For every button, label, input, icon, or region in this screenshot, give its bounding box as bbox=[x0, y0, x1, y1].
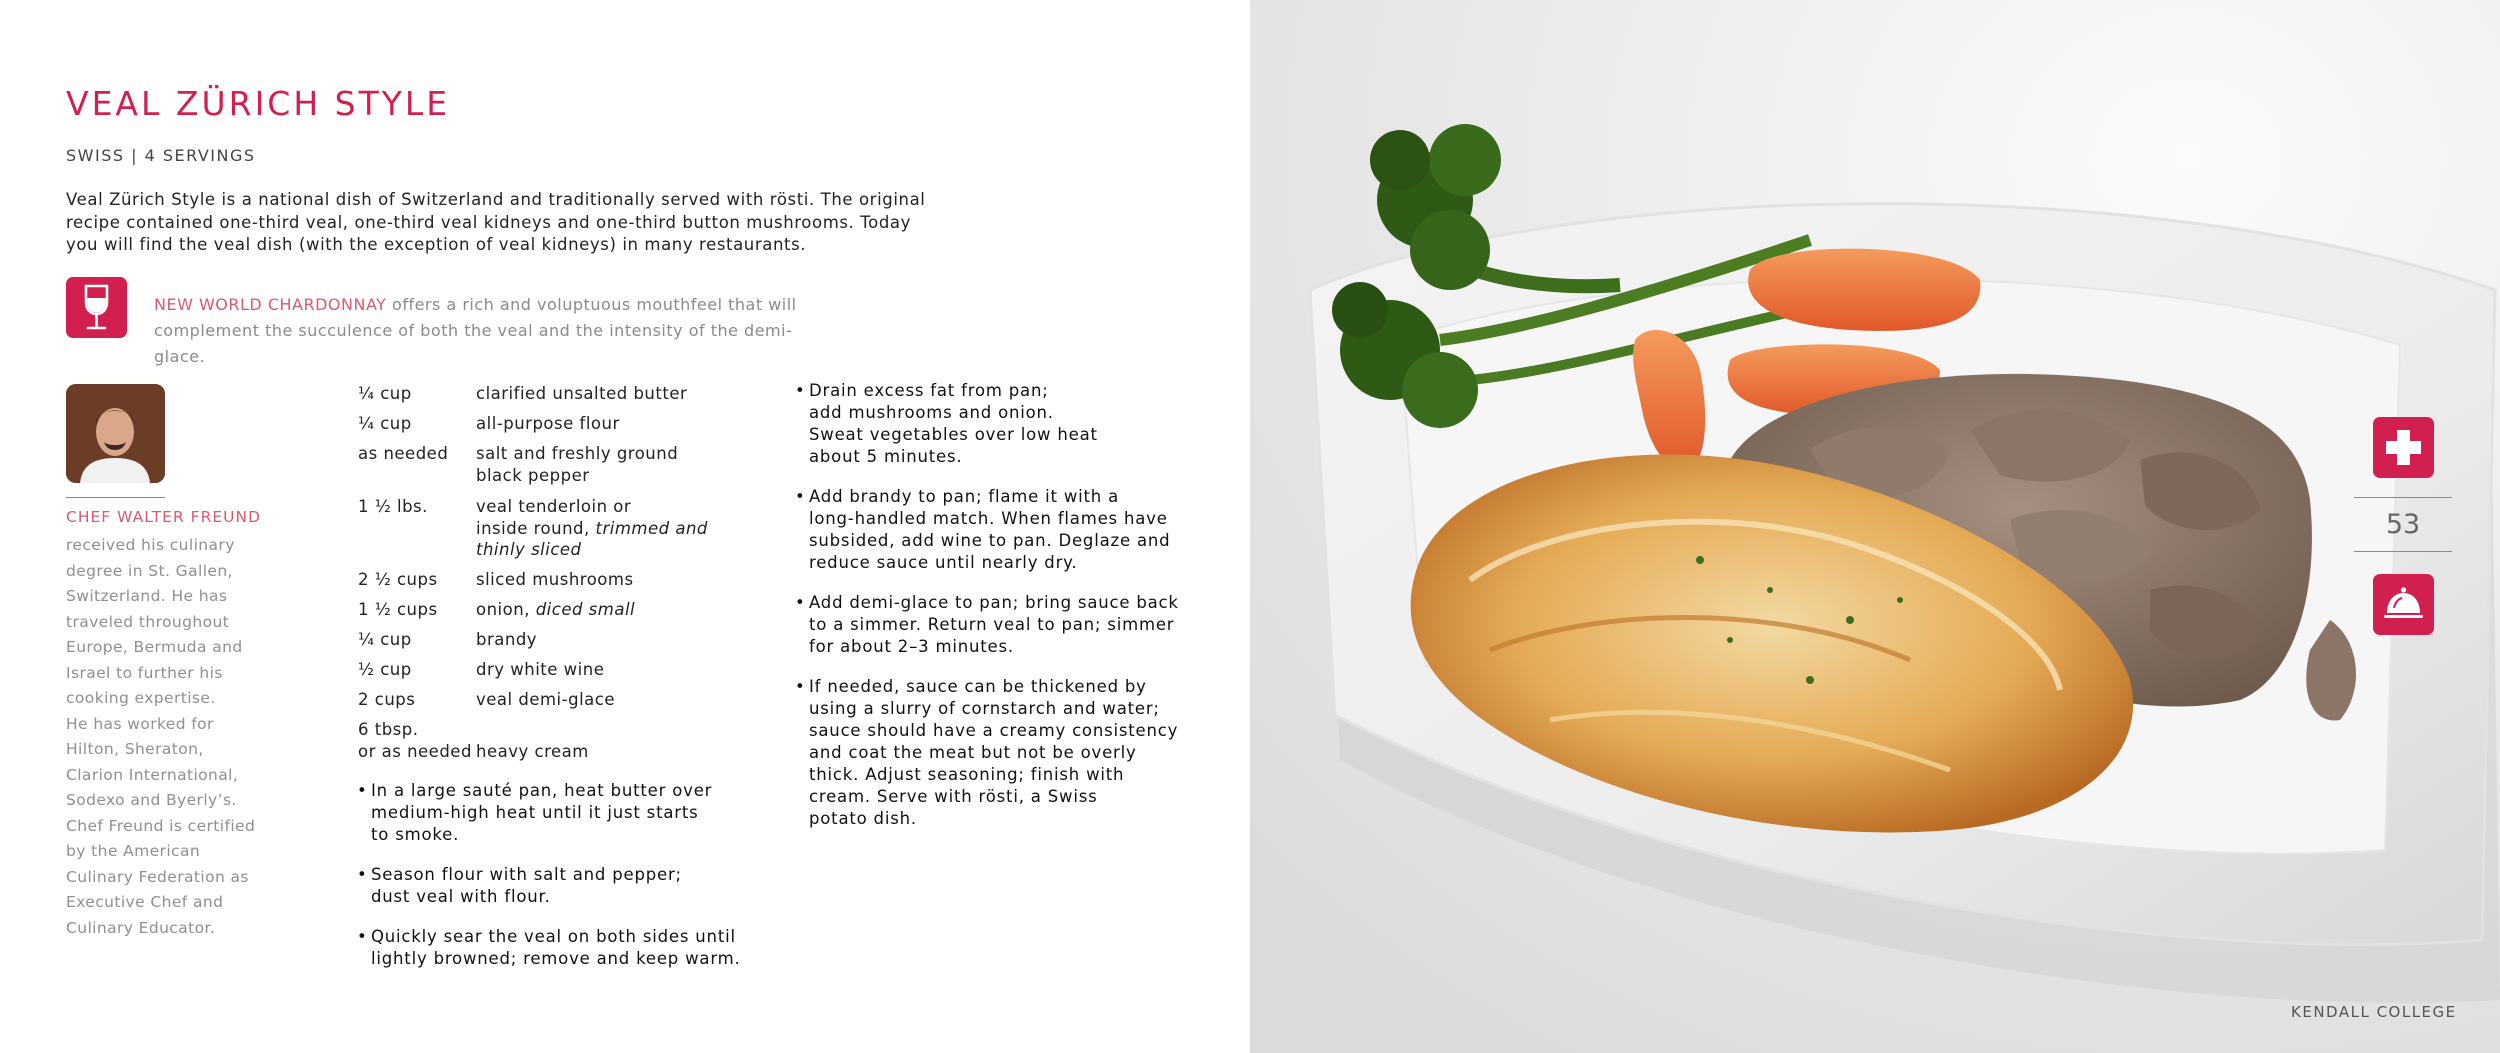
bullet: • bbox=[357, 927, 368, 946]
ingredient-name bbox=[476, 496, 756, 561]
method-step-text: In a large sauté pan, heat butter over medium-high heat until it just starts to smoke. bbox=[371, 781, 713, 844]
ingredient-row bbox=[358, 659, 758, 681]
ingredient-name-text: onion, bbox=[476, 600, 536, 619]
dish-photo bbox=[1250, 0, 2500, 1053]
recipe-title: VEAL ZÜRICH STYLE bbox=[66, 84, 451, 123]
ingredient-row bbox=[358, 383, 758, 405]
ingredient-prep-note: diced small bbox=[535, 600, 636, 619]
ingredient-quantity: 2 cups bbox=[358, 690, 416, 709]
chef-bio: received his culinary degree in St. Gallen, Switzerland. He has traveled throughout Europe, Bermuda and Israel to further his cooking expertise. He has worked for Hilton, Sheraton, Clarion International, Sodexo and Byerly’s. Chef Freund is certified by the American Culinary Federation as Executive Chef and Culinary Educator. bbox=[66, 536, 256, 937]
ingredient-name: salt and freshly ground black pepper bbox=[476, 444, 679, 485]
method-step bbox=[357, 926, 741, 970]
ingredient-quantity: 2 ½ cups bbox=[358, 570, 438, 589]
chef-name: CHEF WALTER FREUND bbox=[66, 508, 262, 526]
recipe-intro: Veal Zürich Style is a national dish of Switzerland and traditionally served with rösti. The original recipe contained one-third veal, one-third veal kidneys and one-third button mushrooms. Today you will find the veal dish (with the exception of veal kidneys) in many restaurants. bbox=[66, 190, 926, 254]
recipe-subtitle: SWISS | 4 SERVINGS bbox=[66, 146, 256, 165]
ingredient-name: clarified unsalted butter bbox=[476, 384, 688, 403]
method-step-text: Add demi-glace to pan; bring sauce back to a simmer. Return veal to pan; simmer for about 2–3 minutes. bbox=[809, 593, 1179, 656]
swiss-flag-icon bbox=[2373, 417, 2434, 478]
ingredient-name-text: veal tenderloin or inside round, bbox=[476, 497, 632, 538]
bullet: • bbox=[795, 381, 806, 400]
page-number-top-rule bbox=[2354, 497, 2452, 498]
ingredient-row bbox=[358, 689, 758, 711]
method-step-text: Add brandy to pan; flame it with a long-handled match. When flames have subsided, add wine to pan. Deglaze and reduce sauce until nearly dry. bbox=[809, 487, 1171, 572]
method-step bbox=[795, 486, 1199, 574]
ingredient-row bbox=[358, 599, 758, 621]
ingredient-name: all-purpose flour bbox=[476, 414, 620, 433]
wine-pairing-name: NEW WORLD CHARDONNAY bbox=[154, 295, 387, 314]
ingredient-quantity: as needed bbox=[358, 444, 449, 463]
method-step-text: Season flour with salt and pepper; dust veal with flour. bbox=[371, 865, 682, 906]
method-step bbox=[357, 780, 731, 846]
bullet: • bbox=[795, 593, 806, 612]
ingredient-row bbox=[358, 443, 758, 487]
ingredient-row bbox=[358, 719, 758, 763]
ingredient-name: brandy bbox=[476, 630, 538, 649]
method-step-text: Drain excess fat from pan; add mushrooms and onion. Sweat vegetables over low heat about 5 minutes. bbox=[809, 381, 1098, 466]
bullet: • bbox=[357, 865, 368, 884]
wine-pairing-text: offers a rich and voluptuous mouthfeel that will complement the succulence of both the veal and the intensity of the demi-glace. bbox=[154, 295, 797, 366]
method-step-text: Quickly sear the veal on both sides until lightly browned; remove and keep warm. bbox=[371, 927, 741, 968]
ingredient-name: heavy cream bbox=[476, 741, 589, 761]
bullet: • bbox=[357, 781, 368, 800]
ingredient-prep-note: trimmed and thinly sliced bbox=[476, 518, 708, 559]
ingredient-row bbox=[358, 629, 758, 651]
chef-portrait bbox=[66, 384, 165, 483]
ingredient-quantity: 6 tbsp. or as needed bbox=[358, 720, 472, 761]
method-step bbox=[795, 592, 1199, 658]
ingredient-name: dry white wine bbox=[476, 660, 605, 679]
chef-divider bbox=[66, 497, 165, 498]
method-step bbox=[357, 864, 731, 908]
page-number: 53 bbox=[2385, 509, 2421, 540]
dish-photo-page bbox=[1250, 0, 2500, 1053]
ingredient-quantity: ½ cup bbox=[358, 660, 412, 679]
ingredient-quantity: ¼ cup bbox=[358, 414, 412, 433]
method-step bbox=[795, 380, 1189, 468]
page-number-bottom-rule bbox=[2354, 551, 2452, 552]
ingredient-quantity: 1 ½ lbs. bbox=[358, 497, 428, 516]
bullet: • bbox=[795, 677, 806, 696]
wine-pairing-note bbox=[154, 292, 834, 370]
ingredient-row bbox=[358, 496, 758, 562]
ingredient-row bbox=[358, 413, 758, 435]
bullet: • bbox=[795, 487, 806, 506]
ingredient-name: veal demi-glace bbox=[476, 690, 615, 709]
ingredient-quantity: ¼ cup bbox=[358, 384, 412, 403]
ingredient-quantity: ¼ cup bbox=[358, 630, 412, 649]
ingredient-quantity: 1 ½ cups bbox=[358, 600, 438, 619]
cloche-icon bbox=[2373, 574, 2434, 635]
ingredient-row bbox=[358, 569, 758, 591]
publisher-footer: KENDALL COLLEGE bbox=[2291, 1003, 2457, 1021]
method-step-text: If needed, sauce can be thickened by using a slurry of cornstarch and water; sauce should have a creamy consistency and coat the meat but not be overly thick. Adjust seasoning; finish with cream. Serve with rösti, a Swiss potato dish. bbox=[809, 677, 1179, 828]
wine-glass-icon bbox=[66, 277, 127, 338]
ingredient-name bbox=[476, 599, 756, 621]
ingredient-name: sliced mushrooms bbox=[476, 570, 634, 589]
method-step bbox=[795, 676, 1199, 830]
